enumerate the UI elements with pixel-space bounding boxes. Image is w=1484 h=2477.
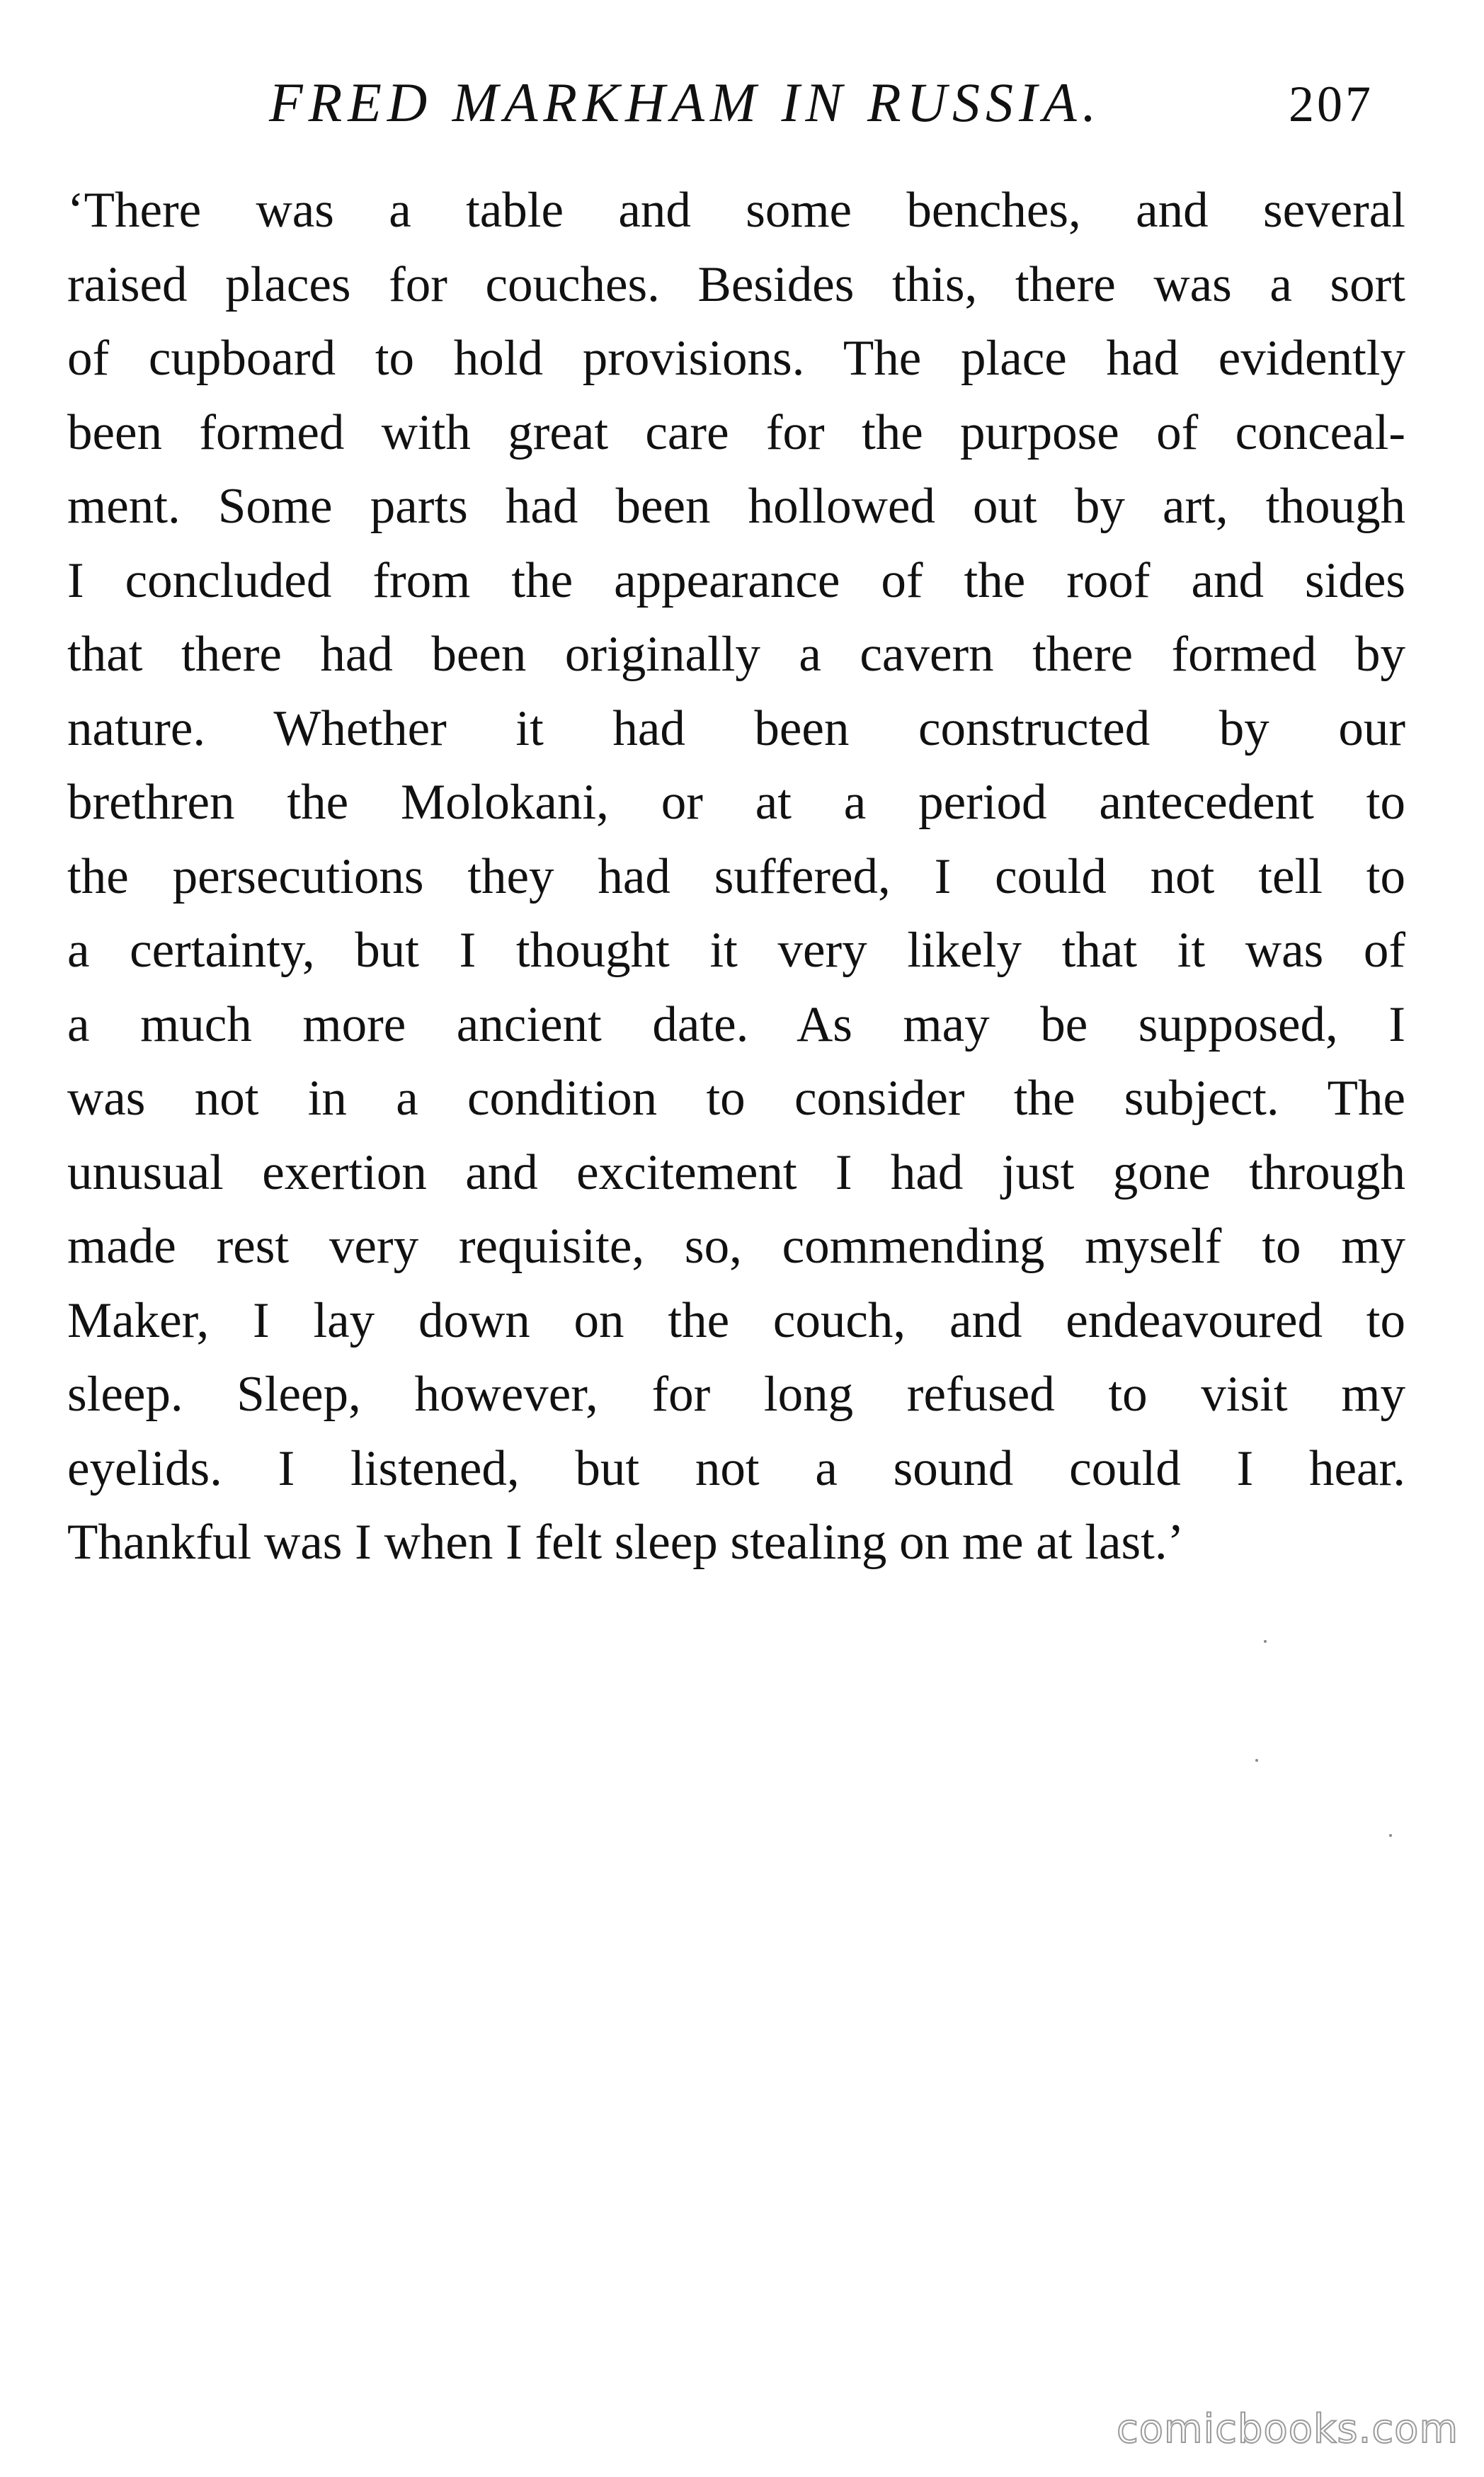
text-line: that there had been originally a cavern there formed by (67, 627, 1405, 682)
text-line: been formed with great care for the purpose of conceal- (67, 404, 1405, 460)
text-line: a certainty, but I thought it very likely that it was of (67, 923, 1405, 978)
text-line-last: Thankful was I when I felt sleep stealing on me at last.’ (67, 1515, 1185, 1570)
text-line: of cupboard to hold provisions. The place had evidently (67, 331, 1405, 386)
text-line: was not in a condition to consider the subject. The (67, 1071, 1405, 1126)
paper-speck (1389, 1834, 1392, 1837)
text-line: made rest very requisite, so, commending myself to my (67, 1219, 1405, 1274)
text-line: sleep. Sleep, however, for long refused to visit my (67, 1367, 1405, 1422)
text-line: raised places for couches. Besides this, there was a sort (67, 256, 1405, 312)
text-line: ment. Some parts had been hollowed out by art, though (67, 479, 1405, 534)
body-paragraph (67, 173, 1405, 1580)
paper-speck (1264, 1640, 1267, 1643)
text-line: ‘There was a table and some benches, and several (67, 183, 1405, 238)
watermark: comicbooks.com (1116, 2406, 1459, 2452)
text-line: nature. Whether it had been constructed by our (67, 700, 1405, 756)
text-line: unusual exertion and excitement I had just gone through (67, 1144, 1405, 1200)
running-head-title: FRED MARKHAM IN RUSSIA. (269, 72, 1102, 133)
text-line: Maker, I lay down on the couch, and endeavoured to (67, 1292, 1405, 1348)
text-line: eyelids. I listened, but not a sound could I hear. (67, 1440, 1405, 1496)
paper-speck (1255, 1759, 1258, 1762)
text-line: I concluded from the appearance of the roof and sides (67, 552, 1405, 608)
text-line: brethren the Molokani, or at a period antecedent to (67, 775, 1405, 830)
text-line: a much more ancient date. As may be supposed, I (67, 996, 1405, 1052)
text-line: the persecutions they had suffered, I could not tell to (67, 848, 1405, 904)
page-number: 207 (1289, 76, 1374, 132)
